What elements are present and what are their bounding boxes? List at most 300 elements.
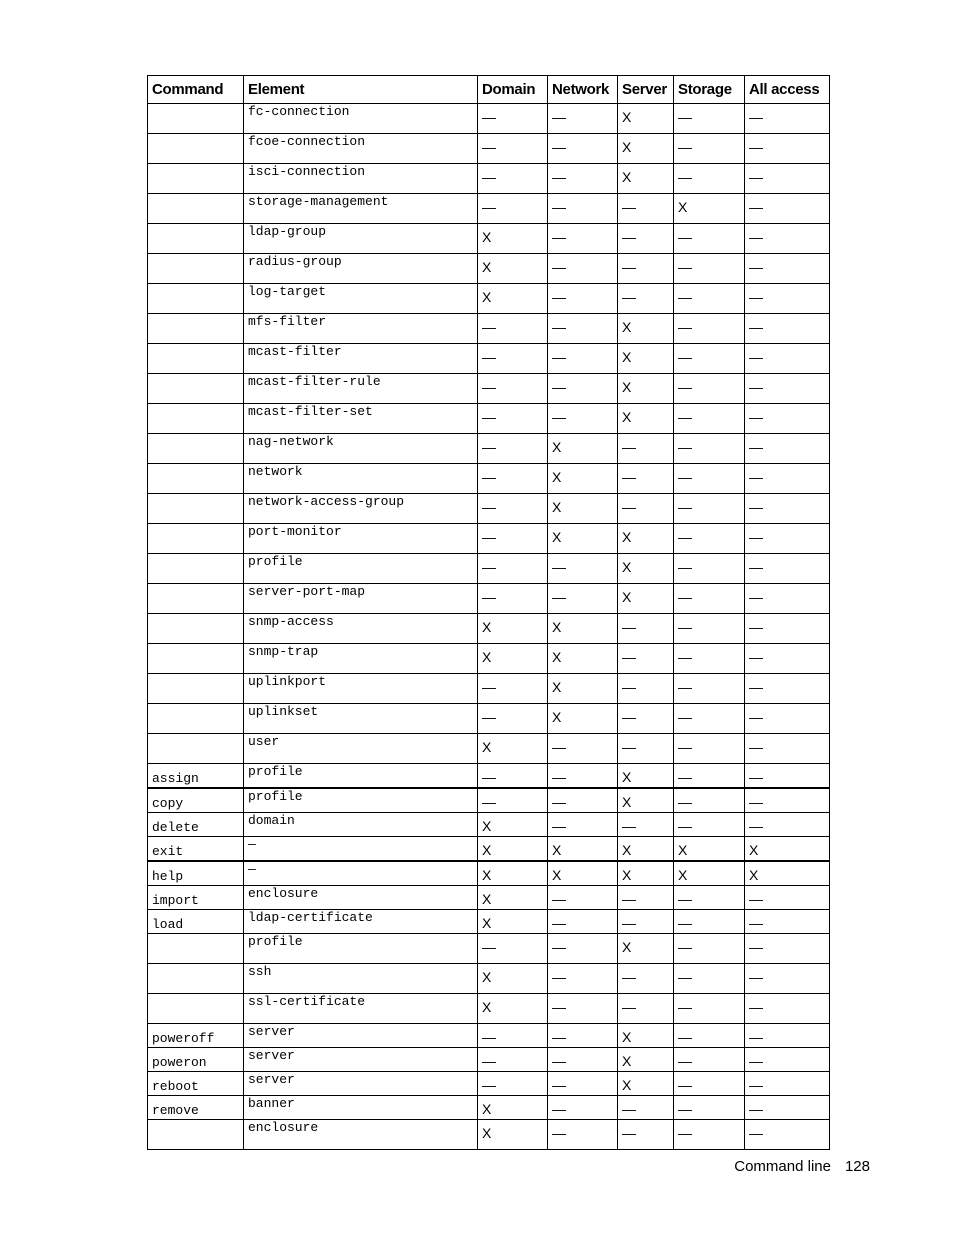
cell-domain: X [478, 964, 548, 994]
cell-server: — [618, 464, 674, 494]
page-footer [734, 1158, 870, 1175]
cell-network: X [548, 464, 618, 494]
cell-network: X [548, 494, 618, 524]
cell-server: — [618, 1096, 674, 1120]
cell-storage: — [674, 134, 745, 164]
header-network: Network [548, 76, 618, 104]
cell-storage: — [674, 434, 745, 464]
cell-storage: — [674, 764, 745, 789]
cell-network: — [548, 813, 618, 837]
cell-command: poweroff [148, 1024, 244, 1048]
table-row [148, 964, 830, 994]
cell-server: X [618, 764, 674, 789]
cell-storage: — [674, 614, 745, 644]
cell-element: domain [244, 813, 478, 837]
cell-command [148, 994, 244, 1024]
cell-domain: X [478, 254, 548, 284]
table-row [148, 404, 830, 434]
cell-server: — [618, 964, 674, 994]
cell-domain: — [478, 764, 548, 789]
cell-command [148, 704, 244, 734]
table-row [148, 734, 830, 764]
header-server: Server [618, 76, 674, 104]
cell-network: — [548, 1120, 618, 1150]
cell-server: X [618, 374, 674, 404]
table-row [148, 194, 830, 224]
cell-command [148, 934, 244, 964]
cell-network: — [548, 194, 618, 224]
cell-domain: — [478, 934, 548, 964]
cell-network: — [548, 788, 618, 813]
cell-server: — [618, 254, 674, 284]
cell-element: mcast-filter [244, 344, 478, 374]
cell-all-access: — [745, 1048, 830, 1072]
header-storage: Storage [674, 76, 745, 104]
cell-domain: — [478, 464, 548, 494]
cell-element: mcast-filter-rule [244, 374, 478, 404]
cell-command: assign [148, 764, 244, 789]
cell-element: fcoe-connection [244, 134, 478, 164]
cell-command [148, 464, 244, 494]
cell-element: server [244, 1048, 478, 1072]
cell-network: — [548, 1048, 618, 1072]
cell-element: — [244, 837, 478, 862]
cell-storage: — [674, 494, 745, 524]
cell-command: remove [148, 1096, 244, 1120]
cell-element: nag-network [244, 434, 478, 464]
cell-all-access: — [745, 494, 830, 524]
cell-server: — [618, 494, 674, 524]
table-row [148, 704, 830, 734]
cell-command [148, 284, 244, 314]
cell-all-access: — [745, 464, 830, 494]
cell-server: X [618, 104, 674, 134]
cell-network: X [548, 837, 618, 862]
cell-command [148, 194, 244, 224]
cell-all-access: — [745, 994, 830, 1024]
table-header-row [148, 76, 830, 104]
cell-network: — [548, 134, 618, 164]
cell-network: — [548, 404, 618, 434]
cell-server: X [618, 837, 674, 862]
cell-storage: — [674, 1120, 745, 1150]
cell-storage: — [674, 584, 745, 614]
cell-all-access: — [745, 314, 830, 344]
cell-storage: — [674, 314, 745, 344]
cell-all-access: — [745, 434, 830, 464]
cell-element: radius-group [244, 254, 478, 284]
cell-element: network-access-group [244, 494, 478, 524]
cell-domain: — [478, 1024, 548, 1048]
cell-storage: — [674, 1096, 745, 1120]
cell-all-access: — [745, 704, 830, 734]
cell-domain: — [478, 554, 548, 584]
header-all-access: All access [745, 76, 830, 104]
cell-all-access: — [745, 764, 830, 789]
cell-network: — [548, 1024, 618, 1048]
cell-command: import [148, 886, 244, 910]
table-row [148, 861, 830, 886]
cell-command: reboot [148, 1072, 244, 1096]
cell-command [148, 374, 244, 404]
cell-storage: — [674, 788, 745, 813]
cell-command [148, 734, 244, 764]
cell-network: X [548, 524, 618, 554]
cell-all-access: — [745, 1120, 830, 1150]
cell-domain: — [478, 674, 548, 704]
cell-command: delete [148, 813, 244, 837]
cell-domain: — [478, 434, 548, 464]
table-row [148, 813, 830, 837]
table-row [148, 224, 830, 254]
table-row [148, 644, 830, 674]
cell-domain: — [478, 104, 548, 134]
cell-all-access: — [745, 284, 830, 314]
cell-server: — [618, 994, 674, 1024]
cell-domain: — [478, 374, 548, 404]
cell-all-access: — [745, 644, 830, 674]
cell-server: X [618, 164, 674, 194]
cell-storage: X [674, 861, 745, 886]
cell-domain: X [478, 861, 548, 886]
cell-all-access: — [745, 1024, 830, 1048]
cell-storage: — [674, 1072, 745, 1096]
cell-command [148, 554, 244, 584]
cell-command: load [148, 910, 244, 934]
table-row [148, 134, 830, 164]
cell-server: X [618, 554, 674, 584]
cell-all-access: — [745, 674, 830, 704]
cell-command [148, 224, 244, 254]
cell-all-access: — [745, 614, 830, 644]
table-row [148, 164, 830, 194]
cell-element: uplinkport [244, 674, 478, 704]
cell-element: network [244, 464, 478, 494]
cell-storage: X [674, 837, 745, 862]
cell-domain: X [478, 224, 548, 254]
cell-storage: — [674, 284, 745, 314]
cell-server: X [618, 524, 674, 554]
cell-element: ldap-certificate [244, 910, 478, 934]
cell-network: — [548, 344, 618, 374]
cell-element: — [244, 861, 478, 886]
cell-network: X [548, 861, 618, 886]
cell-command [148, 344, 244, 374]
cell-command: copy [148, 788, 244, 813]
cell-all-access: — [745, 224, 830, 254]
cell-domain: — [478, 494, 548, 524]
cell-network: — [548, 1072, 618, 1096]
cell-storage: — [674, 254, 745, 284]
cell-storage: — [674, 674, 745, 704]
cell-all-access: — [745, 344, 830, 374]
cell-element: snmp-access [244, 614, 478, 644]
cell-storage: — [674, 524, 745, 554]
cell-element: server [244, 1024, 478, 1048]
cell-storage: — [674, 554, 745, 584]
cell-storage: — [674, 1024, 745, 1048]
cell-domain: X [478, 644, 548, 674]
header-element: Element [244, 76, 478, 104]
cell-server: X [618, 1072, 674, 1096]
cell-element: fc-connection [244, 104, 478, 134]
cell-domain: X [478, 734, 548, 764]
table-row [148, 464, 830, 494]
cell-storage: — [674, 734, 745, 764]
table-row [148, 764, 830, 789]
table-row [148, 1024, 830, 1048]
cell-domain: — [478, 1072, 548, 1096]
table-row [148, 788, 830, 813]
cell-storage: — [674, 104, 745, 134]
cell-all-access: X [745, 861, 830, 886]
cell-storage: — [674, 224, 745, 254]
cell-server: X [618, 584, 674, 614]
cell-all-access: — [745, 404, 830, 434]
cell-network: — [548, 910, 618, 934]
cell-storage: — [674, 644, 745, 674]
cell-network: X [548, 704, 618, 734]
cell-element: storage-management [244, 194, 478, 224]
table-row [148, 614, 830, 644]
cell-network: — [548, 1096, 618, 1120]
cell-all-access: — [745, 584, 830, 614]
cell-domain: X [478, 994, 548, 1024]
cell-element: ldap-group [244, 224, 478, 254]
cell-domain: — [478, 344, 548, 374]
table-row [148, 434, 830, 464]
cell-all-access: — [745, 964, 830, 994]
table-row [148, 1120, 830, 1150]
cell-server: — [618, 1120, 674, 1150]
cell-domain: — [478, 194, 548, 224]
cell-server: X [618, 1024, 674, 1048]
table-row [148, 254, 830, 284]
cell-all-access: — [745, 886, 830, 910]
cell-domain: — [478, 164, 548, 194]
cell-storage: — [674, 934, 745, 964]
cell-domain: X [478, 614, 548, 644]
cell-server: — [618, 886, 674, 910]
cell-server: X [618, 1048, 674, 1072]
cell-network: — [548, 314, 618, 344]
cell-element: mcast-filter-set [244, 404, 478, 434]
cell-all-access: — [745, 734, 830, 764]
cell-server: X [618, 788, 674, 813]
table-row [148, 934, 830, 964]
cell-storage: — [674, 374, 745, 404]
cell-storage: X [674, 194, 745, 224]
cell-all-access: — [745, 1096, 830, 1120]
cell-storage: — [674, 164, 745, 194]
cell-storage: — [674, 464, 745, 494]
cell-command [148, 584, 244, 614]
cell-command [148, 494, 244, 524]
cell-server: — [618, 734, 674, 764]
cell-network: X [548, 434, 618, 464]
cell-command [148, 614, 244, 644]
cell-command: poweron [148, 1048, 244, 1072]
table-row [148, 886, 830, 910]
table-row [148, 994, 830, 1024]
cell-domain: X [478, 284, 548, 314]
cell-all-access: — [745, 1072, 830, 1096]
table-row [148, 584, 830, 614]
cell-domain: — [478, 524, 548, 554]
table-row [148, 1096, 830, 1120]
cell-server: X [618, 934, 674, 964]
cell-element: snmp-trap [244, 644, 478, 674]
cell-server: X [618, 404, 674, 434]
header-domain: Domain [478, 76, 548, 104]
cell-network: — [548, 374, 618, 404]
cell-command [148, 644, 244, 674]
cell-network: — [548, 284, 618, 314]
cell-command [148, 674, 244, 704]
cell-storage: — [674, 910, 745, 934]
cell-element: enclosure [244, 1120, 478, 1150]
cell-storage: — [674, 886, 745, 910]
cell-all-access: — [745, 934, 830, 964]
cell-network: — [548, 554, 618, 584]
cell-server: X [618, 344, 674, 374]
cell-server: — [618, 813, 674, 837]
table-row [148, 314, 830, 344]
header-command: Command [148, 76, 244, 104]
cell-server: — [618, 674, 674, 704]
cell-all-access: — [745, 254, 830, 284]
cell-server: X [618, 861, 674, 886]
cell-storage: — [674, 404, 745, 434]
cell-storage: — [674, 813, 745, 837]
cell-network: — [548, 584, 618, 614]
table-row [148, 494, 830, 524]
cell-all-access: — [745, 134, 830, 164]
cell-command [148, 524, 244, 554]
cell-command [148, 964, 244, 994]
cell-command [148, 104, 244, 134]
cell-all-access: — [745, 524, 830, 554]
cell-domain: X [478, 1096, 548, 1120]
cell-all-access: — [745, 194, 830, 224]
cell-element: server-port-map [244, 584, 478, 614]
footer-section-title: Command line [734, 1158, 831, 1175]
cell-element: user [244, 734, 478, 764]
cell-server: — [618, 194, 674, 224]
cell-server: X [618, 314, 674, 344]
cell-command: exit [148, 837, 244, 862]
cell-domain: X [478, 813, 548, 837]
cell-all-access: — [745, 554, 830, 584]
cell-command [148, 254, 244, 284]
cell-element: profile [244, 554, 478, 584]
table-row [148, 1048, 830, 1072]
cell-server: — [618, 614, 674, 644]
cell-element: ssl-certificate [244, 994, 478, 1024]
cell-domain: X [478, 837, 548, 862]
cell-network: — [548, 764, 618, 789]
permissions-table [147, 75, 830, 1150]
cell-all-access: — [745, 910, 830, 934]
cell-domain: X [478, 910, 548, 934]
cell-storage: — [674, 994, 745, 1024]
cell-server: X [618, 134, 674, 164]
cell-element: profile [244, 934, 478, 964]
cell-network: — [548, 994, 618, 1024]
cell-element: server [244, 1072, 478, 1096]
cell-element: uplinkset [244, 704, 478, 734]
cell-domain: X [478, 886, 548, 910]
cell-network: X [548, 674, 618, 704]
cell-network: — [548, 104, 618, 134]
table-row [148, 104, 830, 134]
cell-storage: — [674, 1048, 745, 1072]
cell-domain: X [478, 1120, 548, 1150]
cell-network: — [548, 164, 618, 194]
cell-domain: — [478, 584, 548, 614]
page-number: 128 [844, 1158, 870, 1175]
cell-domain: — [478, 788, 548, 813]
table-row [148, 284, 830, 314]
cell-domain: — [478, 1048, 548, 1072]
cell-command [148, 314, 244, 344]
cell-network: — [548, 224, 618, 254]
table-row [148, 674, 830, 704]
cell-network: — [548, 964, 618, 994]
cell-element: isci-connection [244, 164, 478, 194]
table-row [148, 837, 830, 862]
cell-all-access: — [745, 788, 830, 813]
cell-server: — [618, 910, 674, 934]
table-row [148, 910, 830, 934]
cell-storage: — [674, 964, 745, 994]
cell-server: — [618, 434, 674, 464]
cell-network: X [548, 644, 618, 674]
cell-all-access: — [745, 813, 830, 837]
cell-domain: — [478, 134, 548, 164]
cell-command [148, 1120, 244, 1150]
cell-command [148, 434, 244, 464]
cell-element: mfs-filter [244, 314, 478, 344]
table-body [148, 104, 830, 1150]
table-row [148, 344, 830, 374]
table-row [148, 524, 830, 554]
cell-all-access: — [745, 374, 830, 404]
cell-command: help [148, 861, 244, 886]
cell-element: enclosure [244, 886, 478, 910]
table-row [148, 554, 830, 584]
cell-command [148, 404, 244, 434]
cell-command [148, 134, 244, 164]
cell-domain: — [478, 314, 548, 344]
cell-server: — [618, 644, 674, 674]
table-row [148, 1072, 830, 1096]
cell-element: profile [244, 788, 478, 813]
cell-element: log-target [244, 284, 478, 314]
cell-network: — [548, 254, 618, 284]
cell-network: — [548, 734, 618, 764]
cell-network: X [548, 614, 618, 644]
cell-network: — [548, 886, 618, 910]
cell-server: — [618, 224, 674, 254]
cell-element: profile [244, 764, 478, 789]
cell-all-access: — [745, 104, 830, 134]
cell-command [148, 164, 244, 194]
cell-network: — [548, 934, 618, 964]
cell-all-access: X [745, 837, 830, 862]
cell-element: banner [244, 1096, 478, 1120]
cell-element: ssh [244, 964, 478, 994]
